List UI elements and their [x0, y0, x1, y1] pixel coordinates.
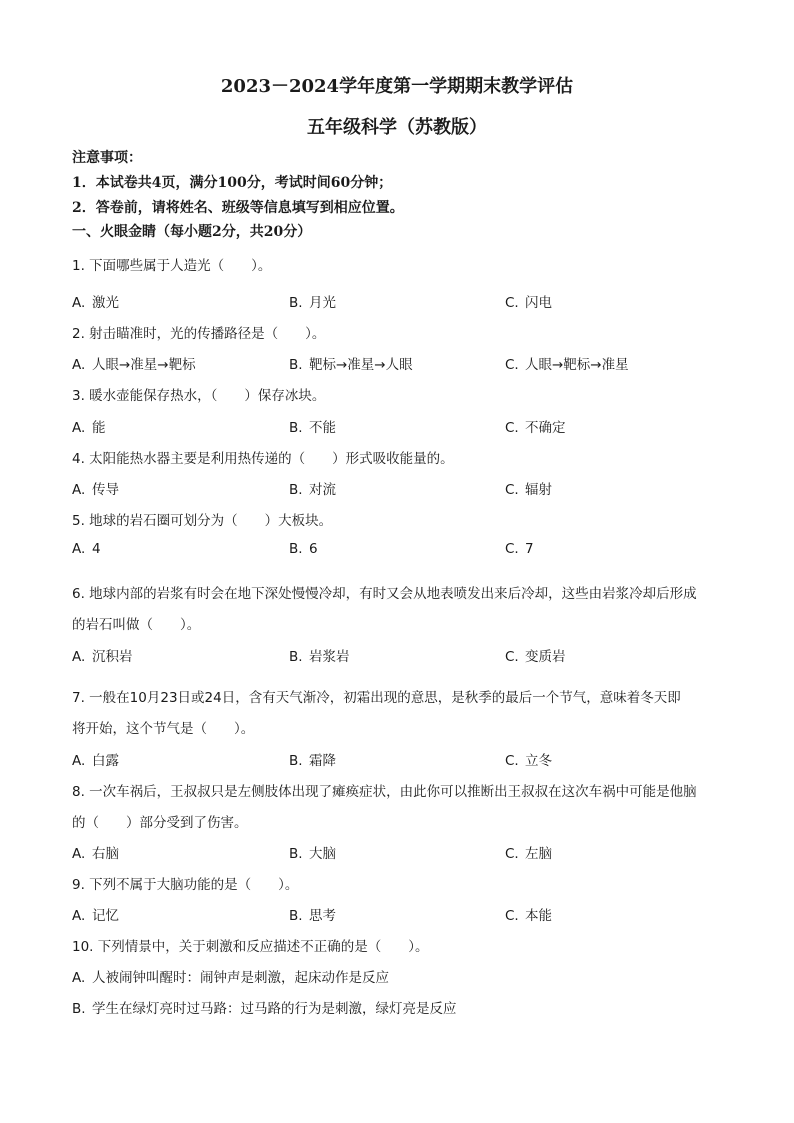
- option-c: C. 变质岩: [505, 649, 566, 665]
- option-b: B. 岩浆岩: [289, 649, 350, 665]
- question-stem: 9. 下列不属于大脑功能的是（ ）。: [72, 877, 299, 893]
- question-stem: 3. 暖水壶能保存热水，（ ）保存冰块。: [72, 388, 326, 404]
- option-a: A. 记忆: [72, 908, 119, 924]
- option-a: A. 激光: [72, 295, 119, 311]
- question-stem: 10. 下列情景中，关于刺激和反应描述不正确的是（ ）。: [72, 939, 429, 955]
- question-stem: 4. 太阳能热水器主要是利用热传递的（ ）形式吸收能量的。: [72, 451, 454, 467]
- option-b: B. 思考: [289, 908, 336, 924]
- option-c: C. 7: [505, 541, 534, 557]
- question-stem-continued: 的（ ）部分受到了伤害。: [72, 815, 248, 831]
- option-b: B. 学生在绿灯亮时过马路：过马路的行为是刺激，绿灯亮是反应: [72, 1001, 457, 1017]
- option-b: B. 6: [289, 541, 318, 557]
- option-c: C. 人眼→靶标→准星: [505, 357, 629, 373]
- note-item: 1．本试卷共4页，满分100分，考试时间60分钟；: [72, 175, 393, 191]
- option-c: C. 不确定: [505, 420, 566, 436]
- option-a: A. 人被闹钟叫醒时：闹钟声是刺激，起床动作是反应: [72, 970, 389, 986]
- question-stem: 8. 一次车祸后，王叔叔只是左侧肢体出现了瘫痪症状，由此你可以推断出王叔叔在这次车祸中可能是他脑: [72, 784, 697, 800]
- exam-title: 2023－2024学年度第一学期期末教学评估: [220, 76, 574, 97]
- question-stem-continued: 将开始，这个节气是（ ）。: [72, 721, 255, 737]
- question-stem: 7. 一般在10月23日或24日，含有天气渐冷，初霜出现的意思，是秋季的最后一个节气，意味着冬天即: [72, 690, 681, 706]
- option-c: C. 辐射: [505, 482, 552, 498]
- question-stem: 6. 地球内部的岩浆有时会在地下深处慢慢冷却，有时又会从地表喷发出来后冷却，这些由岩浆冷却后形成: [72, 586, 697, 602]
- option-b: B. 霜降: [289, 753, 336, 769]
- option-c: C. 本能: [505, 908, 552, 924]
- section-heading: 一、火眼金睛（每小题2分，共20分）: [72, 224, 312, 240]
- option-a: A. 沉积岩: [72, 649, 133, 665]
- option-a: A. 右脑: [72, 846, 119, 862]
- question-stem: 2. 射击瞄准时，光的传播路径是（ ）。: [72, 326, 326, 342]
- option-a: A. 人眼→准星→靶标: [72, 357, 196, 373]
- option-c: C. 左脑: [505, 846, 552, 862]
- question-stem-continued: 的岩石叫做（ ）。: [72, 617, 201, 633]
- option-a: A. 4: [72, 541, 101, 557]
- notes-heading: 注意事项：: [72, 150, 142, 166]
- option-b: B. 不能: [289, 420, 336, 436]
- option-c: C. 立冬: [505, 753, 552, 769]
- option-a: A. 传导: [72, 482, 119, 498]
- option-b: B. 大脑: [289, 846, 336, 862]
- option-b: B. 月光: [289, 295, 336, 311]
- option-a: A. 能: [72, 420, 106, 436]
- question-stem: 1. 下面哪些属于人造光（ ）。: [72, 258, 272, 274]
- option-b: B. 对流: [289, 482, 336, 498]
- question-stem: 5. 地球的岩石圈可划分为（ ）大板块。: [72, 513, 333, 529]
- note-item: 2．答卷前，请将姓名、班级等信息填写到相应位置。: [72, 200, 404, 216]
- option-a: A. 白露: [72, 753, 119, 769]
- option-c: C. 闪电: [505, 295, 552, 311]
- exam-subtitle: 五年级科学（苏教版）: [307, 117, 487, 138]
- option-b: B. 靶标→准星→人眼: [289, 357, 413, 373]
